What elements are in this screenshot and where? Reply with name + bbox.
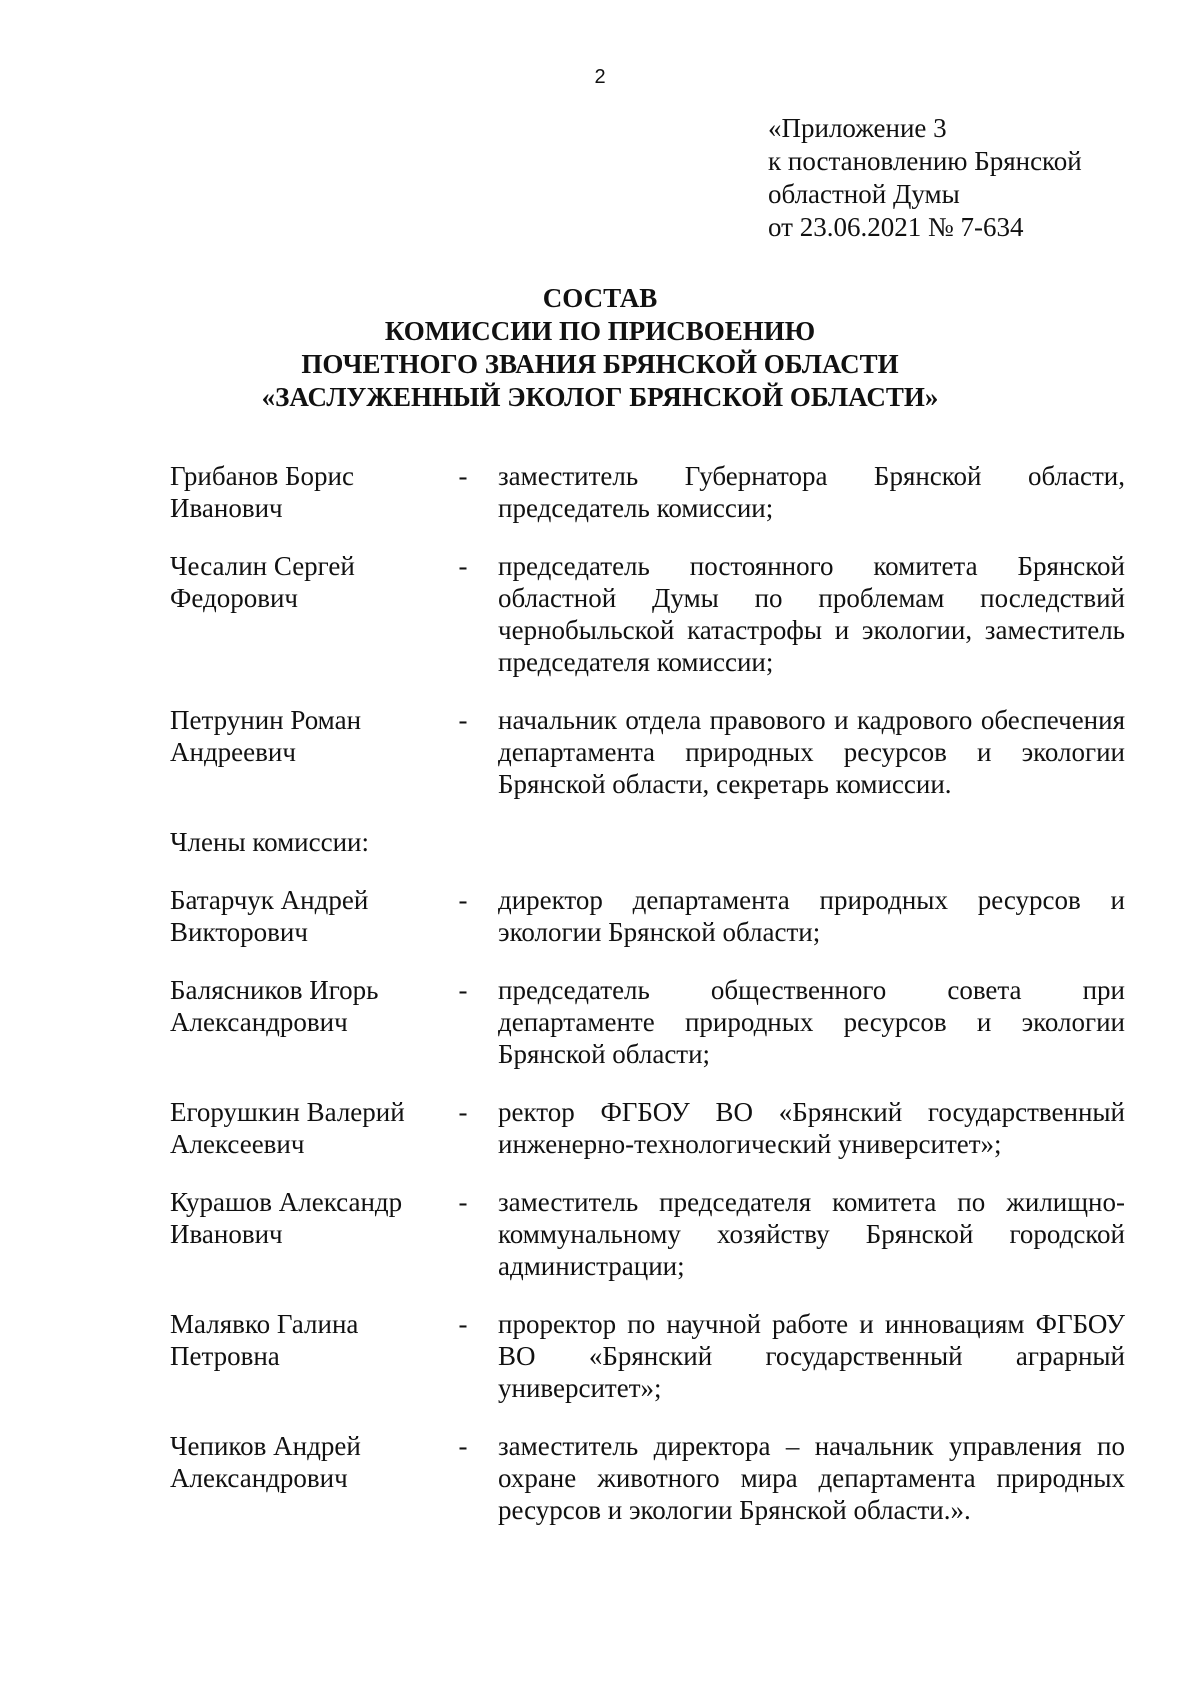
- member-role: председатель общественного совета при департаменте природных ресурсов и экологии Брянской области;: [498, 975, 1125, 1069]
- appendix-line: к постановлению Брянской: [768, 146, 1082, 176]
- member-role: ректор ФГБОУ ВО «Брянский государственный инженерно-технологический университет»;: [498, 1097, 1125, 1159]
- member-patronymic: Александрович: [170, 1007, 348, 1037]
- member-name: [170, 460, 428, 524]
- member-name: [170, 884, 428, 948]
- commission-list: [170, 460, 1125, 1552]
- commission-member-row: [170, 1186, 1125, 1282]
- appendix-line: областной Думы: [768, 179, 960, 209]
- member-patronymic: Андреевич: [170, 737, 296, 767]
- title-line: СОСТАВ: [542, 283, 658, 313]
- member-name: [170, 974, 428, 1038]
- document-title: [0, 282, 1200, 414]
- title-line: ПОЧЕТНОГО ЗВАНИЯ БРЯНСКОЙ ОБЛАСТИ: [301, 349, 899, 379]
- appendix-line: «Приложение 3: [768, 113, 947, 143]
- member-role: проректор по научной работе и инновациям ФГБОУ ВО «Брянский государственный аграрный университет»;: [498, 1309, 1125, 1403]
- member-patronymic: Федорович: [170, 583, 298, 613]
- member-name: [170, 704, 428, 768]
- commission-member-row: [170, 1096, 1125, 1160]
- appendix-line: от 23.06.2021 № 7-634: [768, 212, 1024, 242]
- commission-member-row: [170, 1430, 1125, 1526]
- dash-separator: -: [458, 461, 468, 491]
- title-line: «ЗАСЛУЖЕННЫЙ ЭКОЛОГ БРЯНСКОЙ ОБЛАСТИ»: [261, 382, 939, 412]
- member-patronymic: Петровна: [170, 1341, 280, 1371]
- commission-member-row: [170, 1308, 1125, 1404]
- appendix-reference: [768, 112, 1082, 244]
- member-surname-given: Грибанов Борис: [170, 461, 354, 491]
- member-patronymic: Александрович: [170, 1463, 348, 1493]
- member-surname-given: Чесалин Сергей: [170, 551, 355, 581]
- member-name: [170, 550, 428, 614]
- member-name: [170, 1308, 428, 1372]
- commission-member-row: [170, 550, 1125, 678]
- member-patronymic: Иванович: [170, 493, 283, 523]
- commission-member-row: [170, 884, 1125, 948]
- member-patronymic: Иванович: [170, 1219, 283, 1249]
- members-heading: Члены комиссии:: [170, 827, 369, 857]
- page-number: 2: [594, 66, 606, 88]
- member-patronymic: Алексеевич: [170, 1129, 305, 1159]
- dash-separator: -: [458, 1431, 468, 1461]
- member-surname-given: Батарчук Андрей: [170, 885, 369, 915]
- member-surname-given: Курашов Александр: [170, 1187, 403, 1217]
- member-surname-given: Чепиков Андрей: [170, 1431, 361, 1461]
- title-line: КОМИССИИ ПО ПРИСВОЕНИЮ: [384, 316, 816, 346]
- member-surname-given: Егорушкин Валерий: [170, 1097, 405, 1127]
- member-role: директор департамента природных ресурсов и экологии Брянской области;: [498, 885, 1125, 947]
- dash-separator: -: [458, 705, 468, 735]
- member-patronymic: Викторович: [170, 917, 308, 947]
- member-role: заместитель директора – начальник управления по охране животного мира департамента природных ресурсов и экологии Брянской области.».: [498, 1431, 1125, 1525]
- member-name: [170, 1186, 428, 1250]
- dash-separator: -: [458, 1309, 468, 1339]
- member-name: [170, 1430, 428, 1494]
- dash-separator: -: [458, 1097, 468, 1127]
- member-surname-given: Малявко Галина: [170, 1309, 359, 1339]
- commission-member-row: [170, 974, 1125, 1070]
- dash-separator: -: [458, 885, 468, 915]
- member-role: председатель постоянного комитета Брянской областной Думы по проблемам последствий чернобыльской катастрофы и экологии, заместитель председателя комиссии;: [498, 551, 1125, 677]
- dash-separator: -: [458, 551, 468, 581]
- dash-separator: -: [458, 1187, 468, 1217]
- member-role: заместитель Губернатора Брянской области, председатель комиссии;: [498, 461, 1125, 523]
- member-role: начальник отдела правового и кадрового обеспечения департамента природных ресурсов и экологии Брянской области, секретарь комиссии.: [498, 705, 1125, 799]
- member-name: [170, 1096, 428, 1160]
- dash-separator: -: [458, 975, 468, 1005]
- commission-member-row: [170, 460, 1125, 524]
- commission-member-row: [170, 704, 1125, 800]
- member-role: заместитель председателя комитета по жилищно-коммунальному хозяйству Брянской городской администрации;: [498, 1187, 1125, 1281]
- member-surname-given: Петрунин Роман: [170, 705, 362, 735]
- member-surname-given: Балясников Игорь: [170, 975, 379, 1005]
